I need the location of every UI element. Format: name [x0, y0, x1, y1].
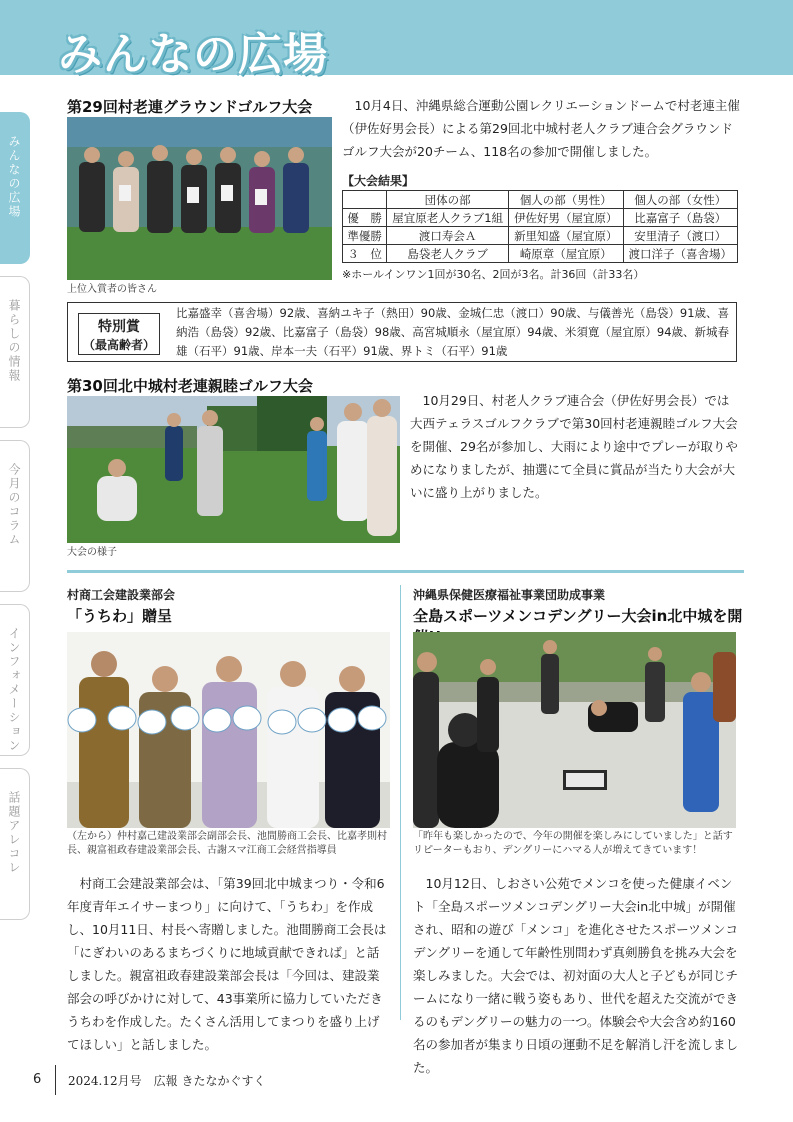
special-prize-text: 比嘉盛幸（喜舎場）92歳、喜納ユキ子（熱田）90歳、金城仁忠（渡口）90歳、与儀善光（島袋）91歳、喜納浩（島袋）92歳、比嘉富子（島袋）98歳、高宮城順永（屋宜原）94歳、米須寛（屋宜原）94歳、新城春雄（石平）91歳、岸本一夫（石平）91歳、界トミ（石平）91歳 — [176, 306, 730, 358]
article3-photo-caption: （左から）仲村嘉己建設業部会副部会長、池間勝商工会長、比嘉孝則村長、親富祖政春建設業部会長、古謝スマ江商工会経営指導員 — [67, 831, 387, 856]
column-divider — [400, 585, 401, 1020]
table-cell: 新里知盛（屋宜原） — [509, 227, 623, 245]
side-tab-column[interactable] — [0, 440, 30, 592]
article2-photo — [67, 396, 400, 543]
footer-issue: 2024.12月号 広報 きたなかぐすく — [68, 1074, 266, 1088]
table-cell: 伊佐好男（屋宜原） — [509, 209, 623, 227]
article3-title: 「うちわ」贈呈 — [67, 607, 173, 625]
table-header-row — [343, 191, 738, 209]
special-prize-label-main: 特別賞 — [98, 319, 140, 335]
table-header-cell: 個人の部（女性） — [623, 191, 737, 209]
article4-photo — [413, 632, 736, 828]
article2-body: 10月29日、村老人クラブ連合会（伊佐好男会長）では大西テェラスゴルフクラブで第30回村老連親睦ゴルフ大会を開催、29名が参加し、大雨により途中でプレーが取りやめになりましたが、抽選にて全員に賞品が当たり大会が大いに盛り上がりました。 — [410, 393, 738, 500]
results-note: ※ホールインワン1回が30名、2回が3名。計36回（計33名） — [342, 268, 645, 281]
table-header-cell: 団体の部 — [387, 191, 509, 209]
side-tab-label: 今月のコラム — [7, 463, 21, 547]
article3-kicker: 村商工会建設業部会 — [67, 588, 176, 602]
side-tab-minna[interactable] — [0, 112, 30, 264]
side-tab-label: インフォメーション — [7, 627, 21, 753]
article3-photo — [67, 632, 390, 828]
article4-photo-caption: 「昨年も楽しかったので、今年の開催を楽しみにしていました」と話すリピーターもおり、デングリーにハマる人が増えてきています！ — [413, 831, 733, 856]
results-table — [342, 190, 738, 263]
table-row — [343, 245, 738, 263]
table-cell: 屋宜原老人クラブ1組 — [387, 209, 509, 227]
article1-body: 10月4日、沖縄県総合運動公園レクリエーションドームで村老連主催（伊佐好男会長）による第29回北中城村老人クラブ連合会グラウンドゴルフ大会が20チーム、118名の参加で開催しました。 — [342, 98, 740, 159]
table-cell: 安里清子（渡口） — [623, 227, 737, 245]
special-prize-box — [67, 302, 737, 362]
special-prize-label-sub: （最高齢者） — [82, 338, 155, 352]
article4-body: 10月12日、しおさい公苑でメンコを使った健康イベント「全島スポーツメンコデングリー大会in北中城」が開催され、昭和の遊び「メンコ」を進化させたスポーツメンコデングリーを通して年齢性別問わず真剣勝負を挑み大会を楽しみました。大会では、初対面の大人と子どもが同じチームになり一緒に戦う姿もあり、世代を超えた交流ができるのもデングリーの魅力の一つ。体験会や大会含め約160名の参加者が集まり日頃の運動不足を解消し汗を流しました。 — [413, 876, 739, 1075]
table-row — [343, 227, 738, 245]
table-header-cell — [343, 191, 387, 209]
section-divider — [67, 570, 744, 573]
article2-photo-caption: 大会の様子 — [67, 547, 117, 558]
table-cell: ３ 位 — [343, 245, 387, 263]
results-heading: 【大会結果】 — [342, 174, 415, 188]
page-number: 6 — [33, 1072, 42, 1087]
side-tab-label: みんなの広場 — [7, 135, 21, 219]
side-tab-wadai[interactable] — [0, 768, 30, 920]
article1-title: 第29回村老連グラウンドゴルフ大会 — [67, 98, 313, 116]
side-tab-label: 話題アレコレ — [7, 791, 21, 875]
special-prize-label — [78, 313, 160, 355]
article1-photo-caption: 上位入賞者の皆さん — [67, 284, 157, 295]
side-tab-information[interactable] — [0, 604, 30, 756]
table-cell: 比嘉富子（島袋） — [623, 209, 737, 227]
table-cell: 優 勝 — [343, 209, 387, 227]
table-cell: 渡口寿会Ａ — [387, 227, 509, 245]
article2-title: 第30回北中城村老連親睦ゴルフ大会 — [67, 377, 313, 395]
side-tab-label: 暮らしの情報 — [7, 299, 21, 383]
table-cell: 準優勝 — [343, 227, 387, 245]
article4-kicker: 沖縄県保健医療福祉事業団助成事業 — [413, 588, 606, 602]
table-cell: 島袋老人クラブ — [387, 245, 509, 263]
table-row — [343, 209, 738, 227]
article1-photo — [67, 117, 332, 280]
article3-body: 村商工会建設業部会は、「第39回北中城まつり・令和6年度青年エイサーまつり」に向けて、「うちわ」を作成し、10月11日、村長へ寄贈しました。池間勝商工会長は「にぎわいのあるまちづくりに地域貢献できれば」と話しました。親富祖政春建設業部会長は「今回は、建設業部会の呼びかけに対して、43事業所に協力していただきうちわを作成した。たくさん活用してまつりを盛り上げてほしい」と話しました。 — [67, 876, 387, 1052]
table-header-cell: 個人の部（男性） — [509, 191, 623, 209]
footer-divider — [55, 1065, 56, 1095]
table-cell: 崎原章（屋宜原） — [509, 245, 623, 263]
page-section-title: みんなの広場 — [58, 29, 328, 80]
article4-title: 全島スポーツメンコデングリー大会in北中城を開 — [413, 607, 743, 625]
side-tab-kurashi[interactable] — [0, 276, 30, 428]
table-cell: 渡口洋子（喜舎場） — [623, 245, 737, 263]
